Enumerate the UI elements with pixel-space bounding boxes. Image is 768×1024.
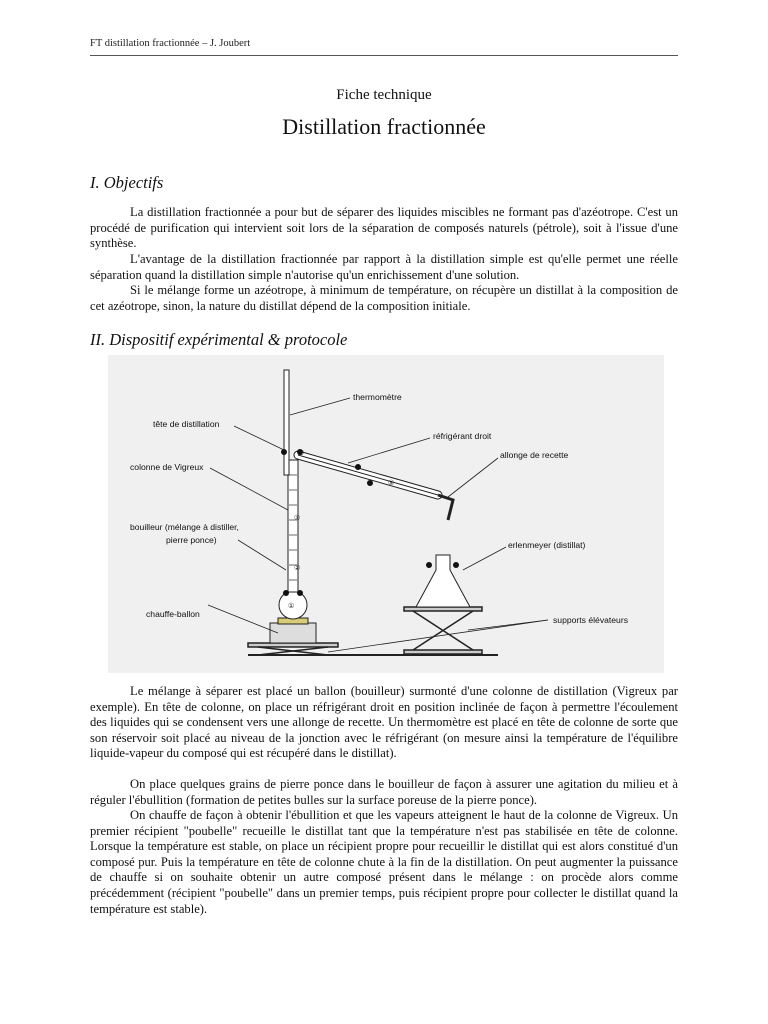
step-number-5: ⑤ xyxy=(388,480,395,487)
thermometer xyxy=(284,370,289,475)
step-number-2: ② xyxy=(294,565,301,572)
paragraph: La distillation fractionnée a pour but de séparer des liquides miscibles ne formant pas d'azéotrope. C'est un procédé de purification qui intervient soit lors de la séparation de composés naturels (pétrole), soit à l'issue d'une synthèse. xyxy=(90,205,678,251)
support-left xyxy=(248,643,338,655)
label-chauffe: chauffe-ballon xyxy=(146,609,200,619)
label-refrigerant: réfrigérant droit xyxy=(433,431,492,441)
label-allonge: allonge de recette xyxy=(500,450,569,460)
section-heading-objectifs: I. Objectifs xyxy=(90,173,164,192)
paragraph: Le mélange à séparer est placé un ballon (bouilleur) surmonté d'une colonne de distillation (Vigreux par exemple). En tête de colonne, on place un réfrigérant droit en position inclinée de façon à permettre l'écoulement des liquides qui se condensent vers une allonge de recette. Un thermomètre est placé en tête de colonne de sorte que son réservoir soit placé au niveau de la jonction avec le réfrigérant (on mesure ainsi la température de l'équilibre liquide-vapeur du composé qui est récupéré dans le distillat). xyxy=(90,684,678,761)
support-right xyxy=(404,607,482,654)
label-supports: supports élévateurs xyxy=(553,615,628,625)
header-rule xyxy=(90,55,678,56)
label-bouilleur-2: pierre ponce) xyxy=(166,535,217,545)
section-heading-dispositif: II. Dispositif expérimental & protocole xyxy=(90,330,348,349)
step-number-4: ④ xyxy=(298,450,305,457)
step-number-3: ③ xyxy=(294,515,301,522)
vigreux-column xyxy=(288,460,301,592)
label-bouilleur-1: bouilleur (mélange à distiller, xyxy=(130,522,239,532)
doc-kicker: Fiche technique xyxy=(336,87,432,103)
distillation-apparatus-diagram xyxy=(108,355,664,673)
heating-mantle xyxy=(270,618,316,643)
paragraph: L'avantage de la distillation fractionnée par rapport à la distillation simple est qu'elle permet une réelle séparation quand la distillation simple n'autorise qu'un enrichissement d'une solution. xyxy=(90,252,678,282)
condenser xyxy=(298,455,438,495)
paragraph: Si le mélange forme un azéotrope, à minimum de température, on récupère un distillat à la composition de cet azéotrope, sinon, la nature du distillat dépend de la composition initiale. xyxy=(90,283,678,313)
label-colonne: colonne de Vigreux xyxy=(130,462,204,472)
step-number-1: ① xyxy=(288,603,295,610)
page-title: Distillation fractionnée xyxy=(282,114,486,139)
label-erlen: erlenmeyer (distillat) xyxy=(508,540,586,550)
label-thermometre: thermomètre xyxy=(353,392,402,402)
paragraph: On chauffe de façon à obtenir l'ébullition et que les vapeurs atteignent le haut de la colonne de Vigreux. Un premier récipient "poubelle" recueille le distillat tant que la température n'est pas stabilisée en tête de colonne. Lorsque la température est stable, on place un récipient propre pour recueillir le distillat qui est alors constitué d'un composé pur. Puis la température en tête de colonne chute à la fin de la distillation. On peut augmenter la puissance de chauffe si on souhaite obtenir un autre composé présent dans le mélange : on procède alors comme précédemment (récipient "poubelle" dans un premier temps, puis récipient propre pour collecter le distillat quand la température est stable). xyxy=(90,808,678,916)
label-leaders xyxy=(208,398,548,652)
distillation-figure xyxy=(108,355,664,673)
paragraph: On place quelques grains de pierre ponce dans le bouilleur de façon à assurer une agitation du milieu et à réguler l'ébullition (formation de petites bulles sur la surface poreuse de la pierre ponce). xyxy=(90,777,678,807)
label-tete: tête de distillation xyxy=(153,419,220,429)
running-header: FT distillation fractionnée – J. Joubert xyxy=(90,38,251,49)
erlenmeyer-flask xyxy=(416,555,470,607)
